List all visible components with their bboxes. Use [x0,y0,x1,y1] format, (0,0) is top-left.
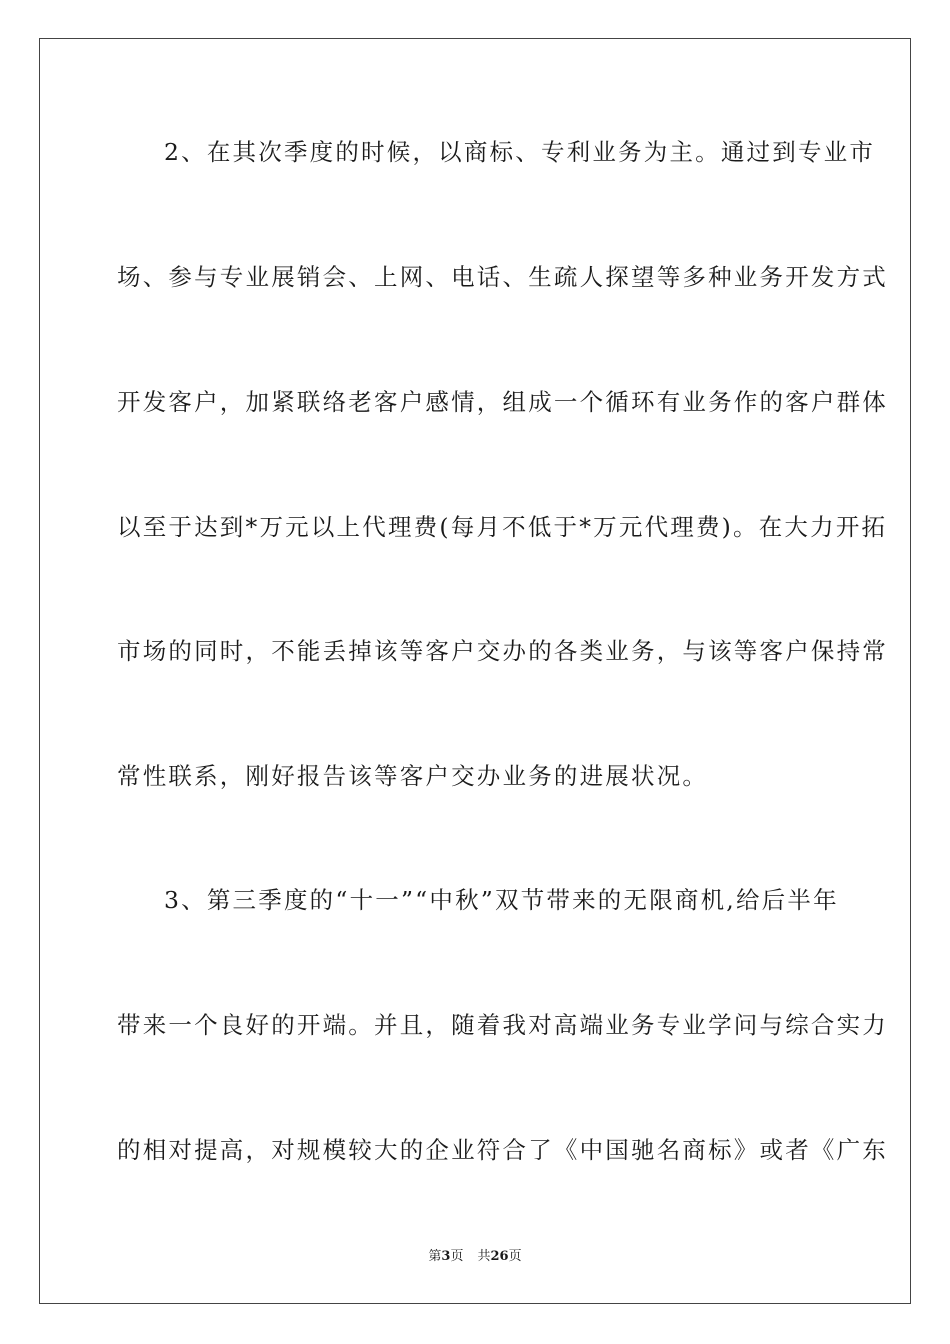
total-pages: 26 [490,1249,509,1264]
page-prefix: 第 [428,1249,442,1264]
text-line: 常性联系，刚好报告该等客户交办业务的进展状况。 [117,762,709,790]
page-suffix: 页 [450,1249,464,1264]
page-footer [0,1248,950,1266]
text-line: 场、参与专业展销会、上网、电话、生疏人探望等多种业务开发方式 [117,263,888,291]
text-line: 以至于达到*万元以上代理费(每月不低于*万元代理费)。在大力开拓 [117,513,888,541]
page-number: 3 [441,1249,451,1264]
text-line: 3、第三季度的“十一”“中秋”双节带来的无限商机,给后半年 [164,886,839,914]
page-border [39,38,911,1304]
total-suffix: 页 [508,1249,522,1264]
text-line: 市场的同时，不能丢掉该等客户交办的各类业务，与该等客户保持常 [117,637,888,665]
text-line: 带来一个良好的开端。并且，随着我对高端业务专业学问与综合实力 [117,1011,888,1039]
text-line: 开发客户，加紧联络老客户感情，组成一个循环有业务作的客户群体 [117,388,888,416]
text-line: 2、在其次季度的时候，以商标、专利业务为主。通过到专业市 [164,138,876,166]
total-prefix: 共 [477,1249,491,1264]
text-line: 的相对提高，对规模较大的企业符合了《中国驰名商标》或者《广东 [117,1136,888,1164]
